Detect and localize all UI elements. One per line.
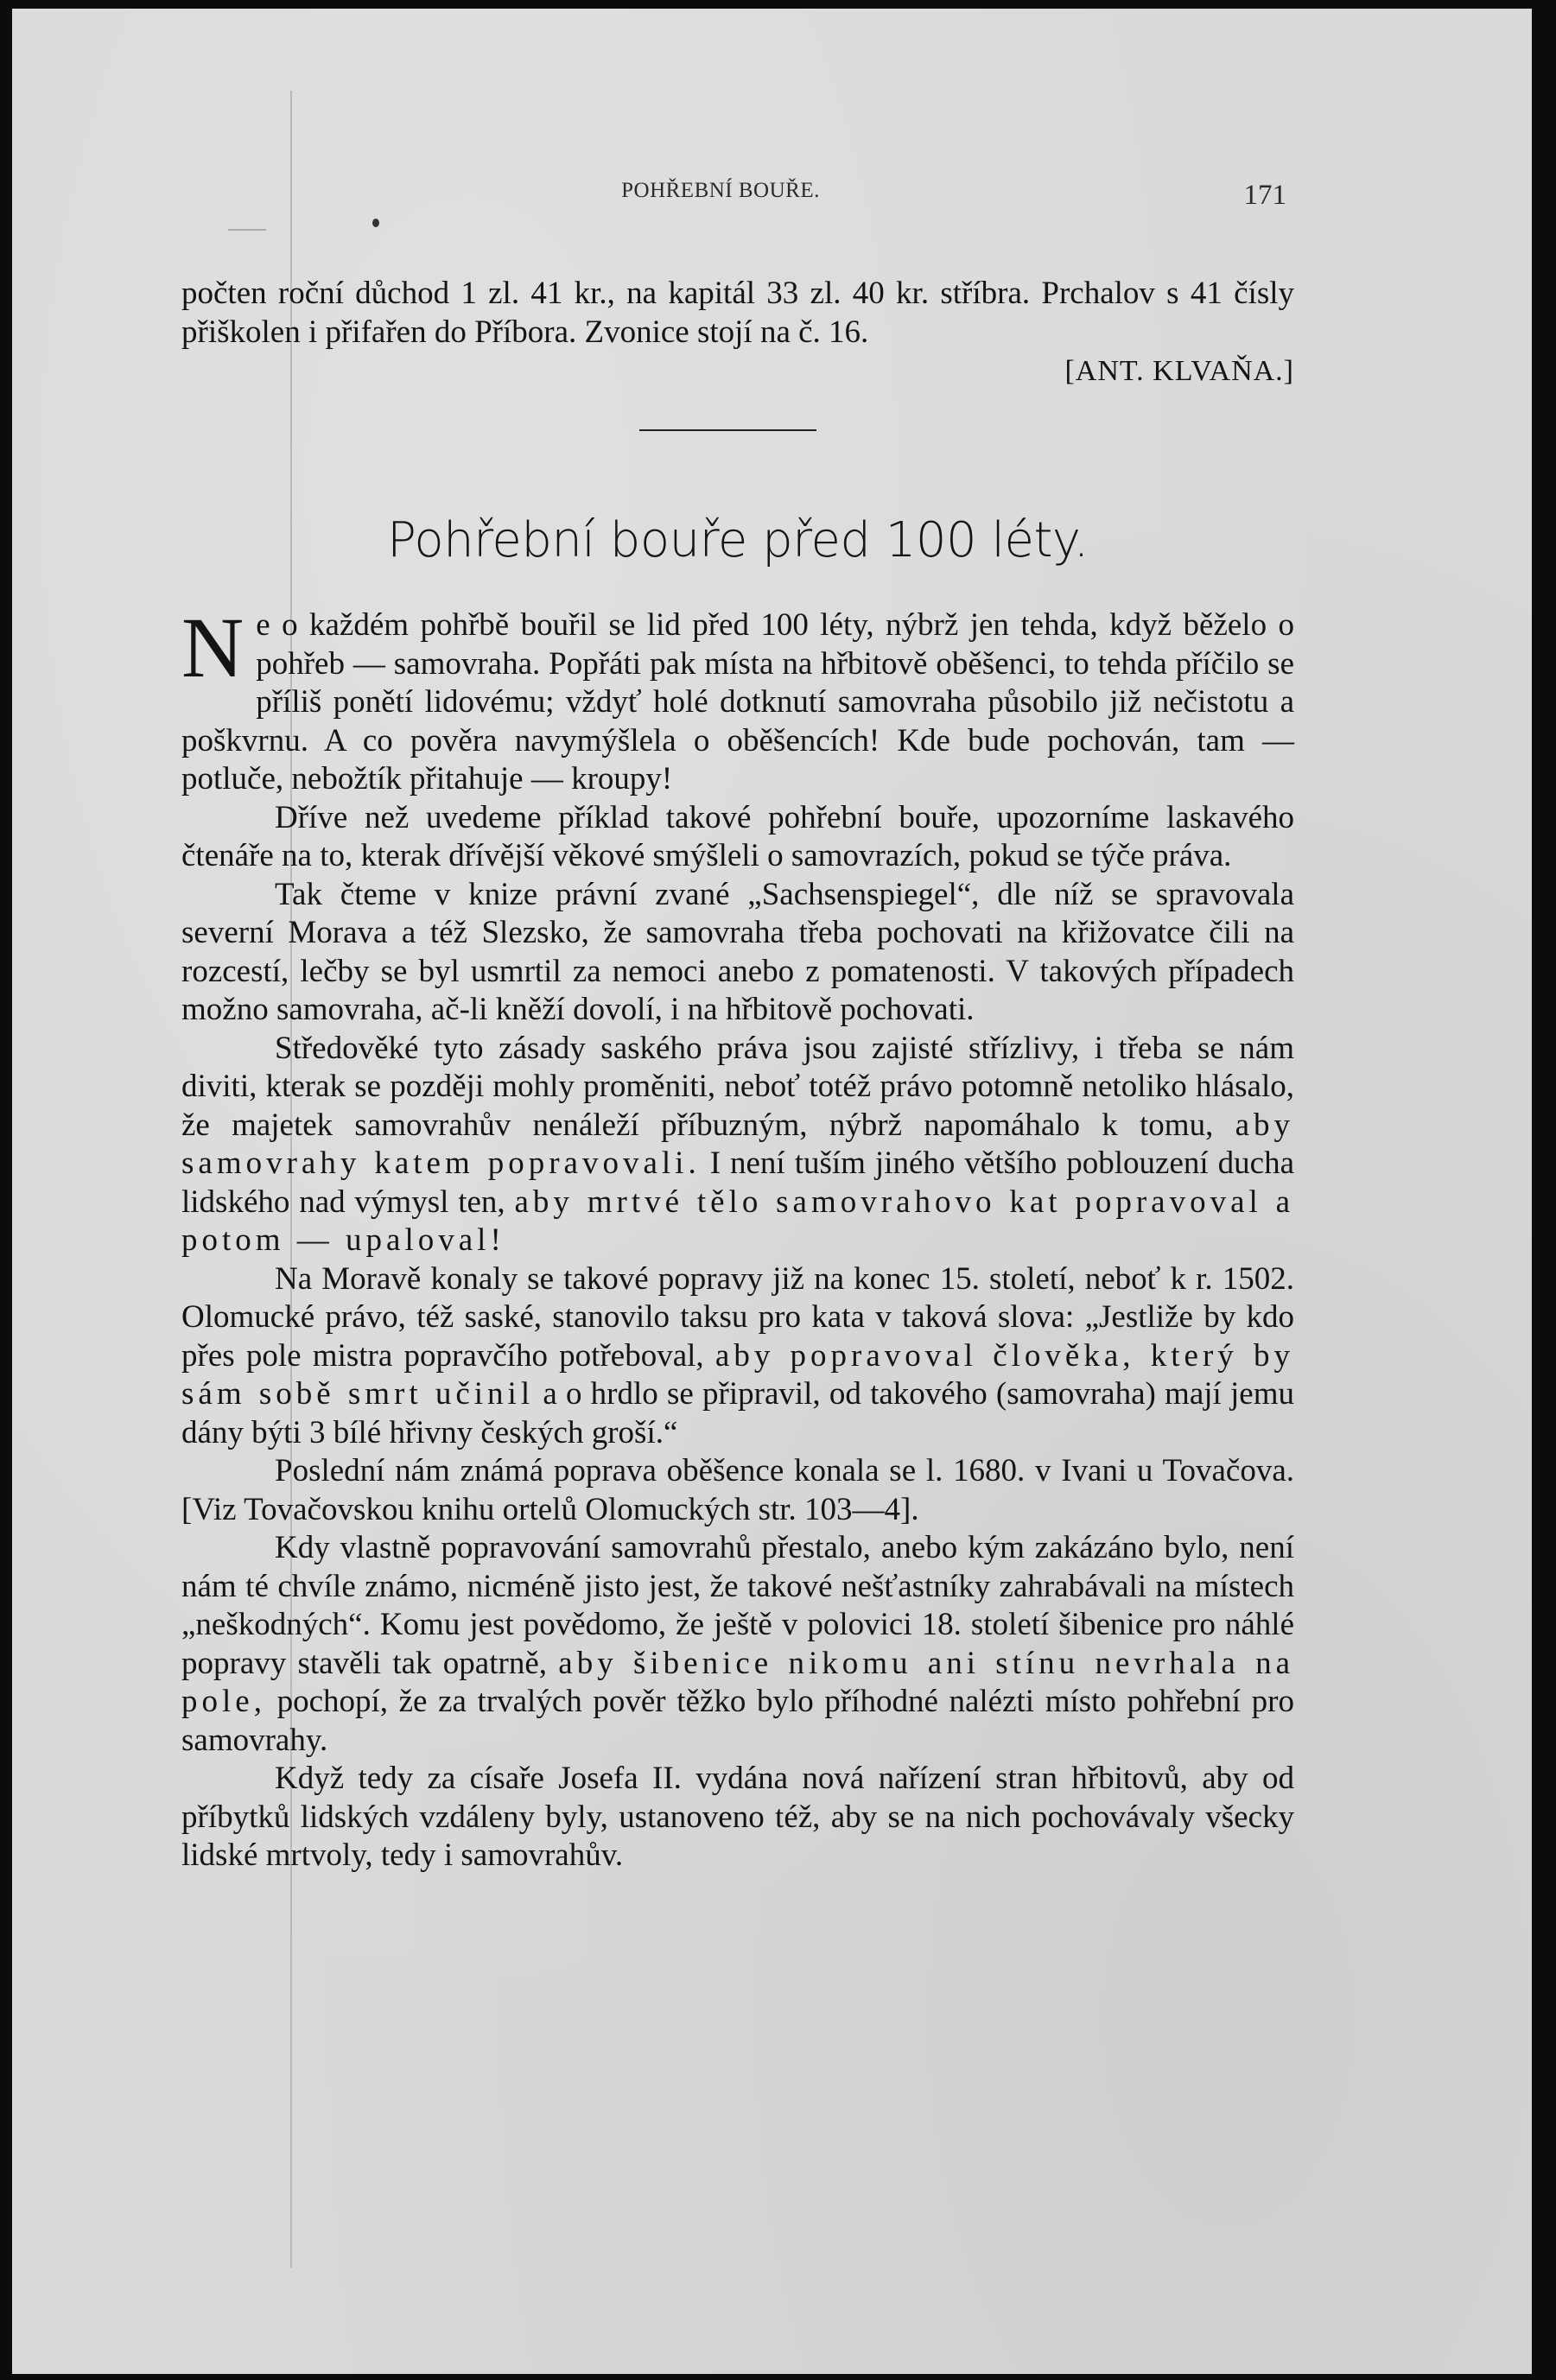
drop-cap: N — [181, 600, 245, 695]
paragraph-4: Středověké tyto zásady saského práva jsou zajisté střízlivy, i třeba se nám diviti, kterak se později mohly proměniti, neboť totéž právo potomně netoliko hlásalo, že majetek samovrahův nenáleží příbuzným, nýbrž napomáhalo k tomu, aby samovrahy katem popravovali. I není tuším jiného většího poblouzení ducha lidského nad výmysl ten, aby mrtvé tělo samovrahovo kat popravoval a potom — upaloval! — [181, 1030, 1295, 1258]
margin-mark — [228, 229, 266, 231]
emphasized-text: aby samovrahy katem popravovali. — [181, 1107, 1294, 1181]
paragraph-6: Poslední nám známá poprava oběšence konala se l. 1680. v Ivani u Tovačova. [Viz Tovačovskou knihu ortelů Olomuckých str. 103—4]. — [181, 1453, 1294, 1527]
ink-speck — [372, 219, 379, 227]
previous-section-ending — [181, 275, 1294, 352]
section-divider — [639, 429, 816, 431]
paragraph-8: Když tedy za císaře Josefa II. vydána nová nařízení stran hřbitovů, aby od příbytků lidských vzdáleny byly, ustanoveno též, aby se na nich pochovávaly všecky lidské mrtvoly, tedy i samovrahův. — [181, 1761, 1294, 1873]
emphasized-text: aby šibenice nikomu ani stínu nevrhala na pole, — [181, 1645, 1294, 1719]
paragraph-2: Dříve než uvedeme příklad takové pohřební bouře, upozorníme laskavého čtenáře na to, kterak dřívější věkové smýšleli o samovrazích, pokud se týče práva. — [181, 799, 1294, 873]
paragraph-3: Tak čteme v knize právní zvané „Sachsenspiegel“, dle níž se spravovala severní Morava a též Slezsko, že samovraha třeba pochovati na křižovatce čili na rozcestí, lečby se byl usmrtil za nemoci anebo z pomatenosti. V takových případech možno samovraha, ač-li kněží dovolí, i na hřbitově pochovati. — [181, 876, 1294, 1027]
emphasized-text: aby popravoval člověka, který by sám sobě smrt učinil — [181, 1337, 1295, 1412]
article-body — [181, 600, 1295, 1875]
page-number: 171 — [1243, 180, 1286, 211]
article-title: Pohřební bouře před 100 léty. — [387, 512, 1089, 568]
paragraph-1: Ne o každém pohřbě bouřil se lid před 100 léty, nýbrž jen tehda, když běželo o pohřeb — samovraha. Popřáti pak místa na hřbitově oběšenci, to tehda příčilo se příliš ponětí lidovému; vždyť holé dotknutí samovraha působilo již nečistotu a poškvrnu. A co pověra navymýšlela o oběšencích! Kde bude pochován, tam — potluče, nebožtík přitahuje — kroupy! — [181, 600, 1294, 797]
running-head: POHŘEBNÍ BOUŘE. — [621, 179, 820, 202]
author-signature: [ANT. KLVAŇA.] — [1064, 355, 1294, 387]
emphasized-text: aby mrtvé tělo samovrahovo kat popravoval a potom — upaloval! — [181, 1184, 1295, 1258]
paragraph-5: Na Moravě konaly se takové popravy již na konec 15. století, neboť k r. 1502. Olomucké právo, též saské, stanovilo taksu pro kata v taková slova: „Jestliže by kdo přes pole mistra popravčího potřeboval, aby popravoval člověka, který by sám sobě smrt učinil a o hrdlo se připravil, od takového (samovraha) mají jemu dány býti 3 bílé hřivny českých groší.“ — [181, 1260, 1295, 1450]
paragraph-7: Kdy vlastně popravování samovrahů přestalo, anebo kým zakázáno bylo, není nám té chvíle známo, nicméně jisto jest, že takové nešťastníky zahrabávali na místech „neškodných“. Komu jest povědomo, že ještě v polovici 18. století šibenice pro náhlé popravy stavěli tak opatrně, aby šibenice nikomu ani stínu nevrhala na pole, pochopí, že za trvalých pověr těžko bylo příhodné nalézti místo pohřební pro samovrahy. — [181, 1530, 1294, 1758]
previous-section-text: počten roční důchod 1 zl. 41 kr., na kapitál 33 zl. 40 kr. stříbra. Prchalov s 41 čísly přiškolen i přifařen do Příbora. Zvonice stojí na č. 16. — [181, 276, 1294, 350]
book-page — [12, 9, 1532, 2374]
